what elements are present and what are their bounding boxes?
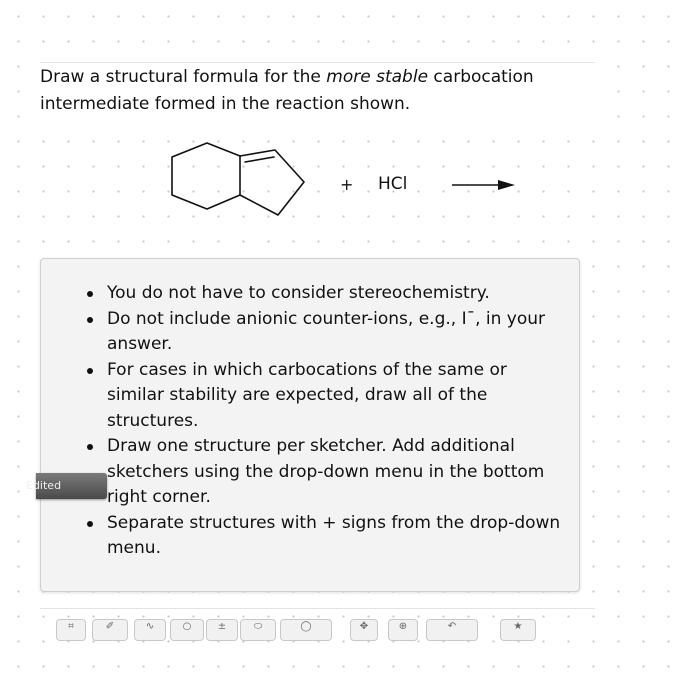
charge-tool-button[interactable] bbox=[206, 619, 238, 641]
instructions-list bbox=[41, 259, 579, 562]
cyclohexane-ring bbox=[172, 143, 240, 209]
lasso-icon: ⬭ bbox=[253, 621, 263, 632]
atom-icon: ⌗ bbox=[68, 621, 74, 632]
zoom-tool-button[interactable] bbox=[388, 619, 418, 641]
instruction-item: Separate structures with + signs from the drop-down menu. bbox=[41, 511, 579, 562]
zoom-icon: ⊕ bbox=[398, 621, 408, 632]
undo-icon: ↶ bbox=[447, 621, 457, 632]
pencil-icon: ✐ bbox=[105, 621, 115, 632]
lasso-tool-button[interactable] bbox=[240, 619, 276, 641]
reagent-hcl: HCl bbox=[378, 174, 408, 194]
erase-tool-button[interactable] bbox=[280, 619, 332, 641]
pencil-tool-button[interactable] bbox=[92, 619, 128, 641]
edited-status-tab[interactable] bbox=[26, 473, 107, 499]
undo-tool-button[interactable] bbox=[426, 619, 478, 641]
instruction-item: Do not include anionic counter-ions, e.g., I¯, in your answer. bbox=[41, 307, 579, 358]
instructions-box bbox=[40, 258, 580, 592]
reaction-scheme bbox=[160, 130, 540, 240]
ring-tool-button[interactable] bbox=[170, 619, 204, 641]
instruction-item: Draw one structure per sketcher. Add additional sketchers using the drop-down menu in the bottom right corner. bbox=[41, 434, 579, 511]
chain-tool-button[interactable] bbox=[134, 619, 166, 641]
question-prompt bbox=[40, 64, 600, 118]
erase-icon: ◯ bbox=[300, 621, 312, 632]
question-text-part1: Draw a structural formula for the bbox=[40, 67, 327, 87]
atom-tool-button[interactable] bbox=[56, 619, 86, 641]
question-emphasis-more: more bbox=[326, 67, 371, 87]
plus-sign: + bbox=[340, 175, 354, 194]
edited-status-label: Edited bbox=[26, 479, 62, 492]
move-icon: ✥ bbox=[359, 621, 369, 632]
question-emphasis-stable: stable bbox=[376, 67, 429, 87]
double-bond-line bbox=[245, 157, 274, 162]
sketcher-toolbar bbox=[40, 608, 595, 632]
instruction-item: For cases in which carbocations of the same or similar stability are expected, draw all of the structures. bbox=[41, 358, 579, 435]
move-tool-button[interactable] bbox=[350, 619, 378, 641]
chain-icon: ∿ bbox=[145, 621, 155, 632]
template-icon: ★ bbox=[513, 621, 523, 632]
top-divider bbox=[40, 62, 595, 63]
template-tool-button[interactable] bbox=[500, 619, 536, 641]
cyclopentene-ring bbox=[240, 150, 304, 215]
instruction-item: You do not have to consider stereochemistry. bbox=[41, 281, 579, 307]
ring-icon: ○ bbox=[182, 621, 192, 632]
charge-icon: ± bbox=[217, 621, 227, 632]
reaction-arrow-head bbox=[498, 180, 515, 190]
question-text-part2: carbocation intermediate formed in the reaction shown. bbox=[40, 67, 534, 114]
